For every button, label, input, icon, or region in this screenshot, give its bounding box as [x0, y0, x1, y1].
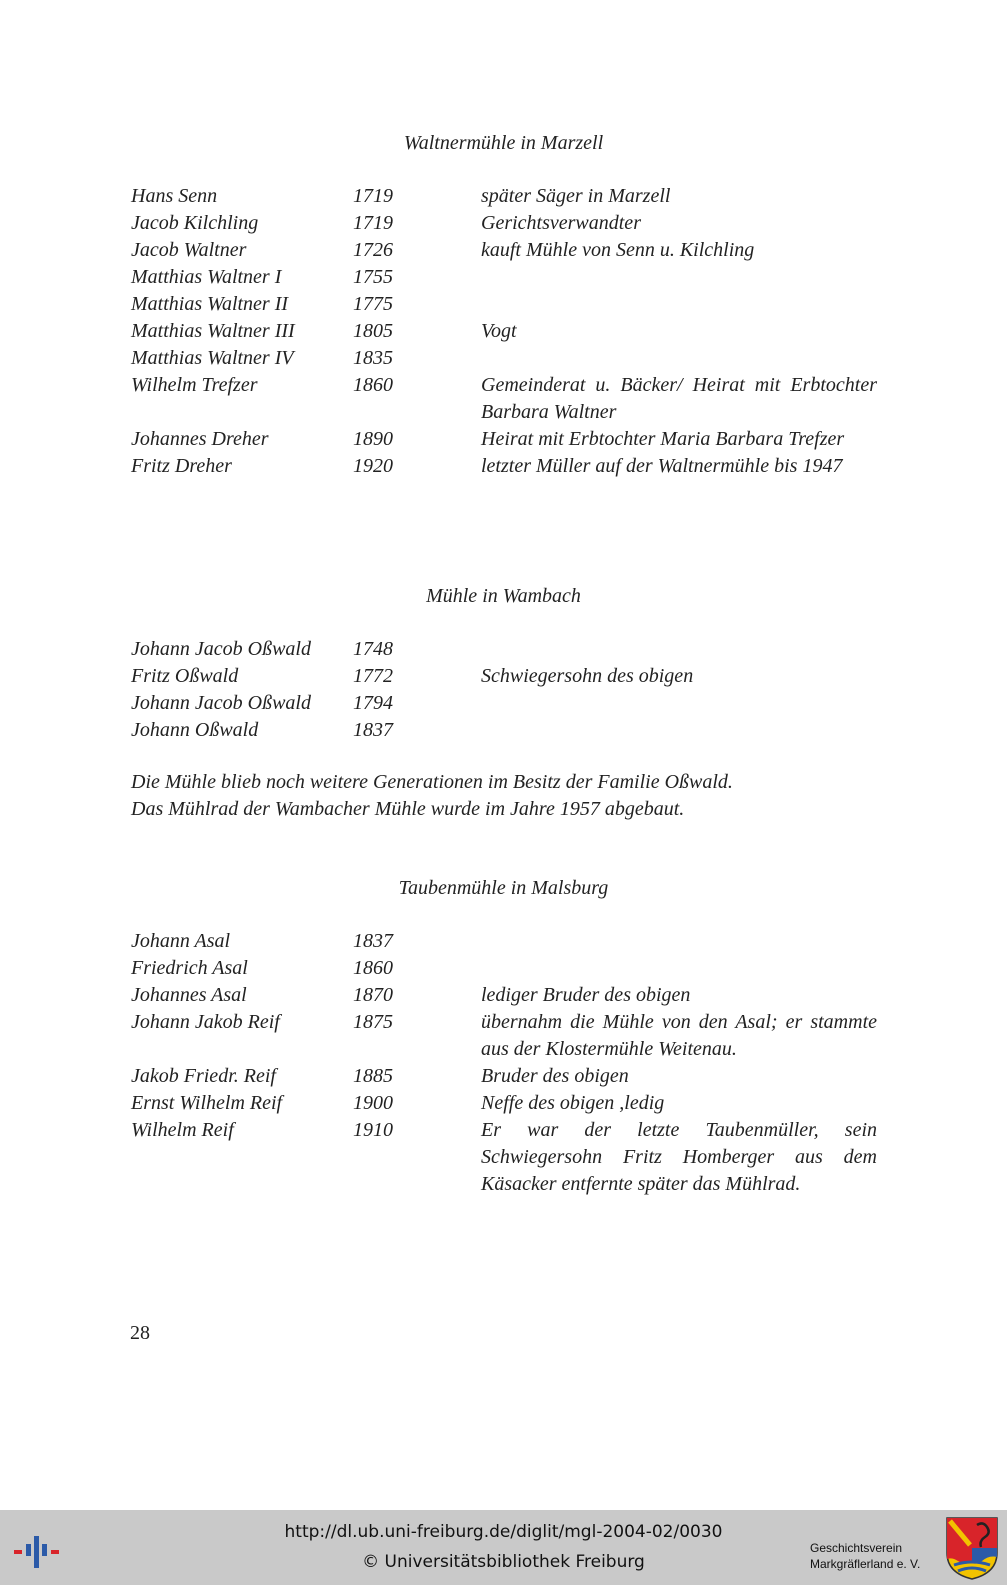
table-wambach: [131, 636, 877, 744]
miller-year: 1719: [353, 212, 393, 234]
miller-note: Neffe des obigen ,ledig: [481, 1092, 665, 1114]
miller-name: Matthias Waltner IV: [131, 347, 294, 369]
miller-note: [481, 717, 877, 744]
miller-name: Johann Oßwald: [131, 719, 259, 741]
table-row: [131, 1090, 877, 1117]
miller-year: 1910: [353, 1119, 393, 1141]
table-row: [131, 426, 877, 453]
table-row: [131, 663, 877, 690]
miller-note: [481, 264, 877, 291]
miller-name: Fritz Oßwald: [131, 665, 239, 687]
miller-year: 1860: [353, 957, 393, 979]
miller-note: [481, 690, 877, 717]
table-row: [131, 717, 877, 744]
miller-year: 1837: [353, 930, 393, 952]
miller-note: Heirat mit Erbtochter Maria Barbara Trefzer: [481, 428, 845, 450]
miller-name: Johann Jakob Reif: [131, 1011, 280, 1033]
section-title-taubenmuehle: Taubenmühle in Malsburg: [398, 877, 609, 899]
copyright-text: © Universitätsbibliothek Freiburg: [362, 1552, 645, 1572]
miller-note: Gerichtsverwandter: [481, 212, 641, 234]
miller-note: Bruder des obigen: [481, 1065, 629, 1087]
society-line: Geschichtsverein: [810, 1541, 903, 1555]
table-row: [131, 1063, 877, 1090]
miller-note: Er war der letzte Taubenmüller, sein Schwiegersohn Fritz Homberger aus dem Käsacker entfernte später das Mühlrad.: [481, 1119, 877, 1195]
table-row: [131, 453, 877, 480]
section-title-wambach: Mühle in Wambach: [426, 585, 581, 607]
miller-note: kauft Mühle von Senn u. Kilchling: [481, 239, 755, 261]
table-row: [131, 1117, 877, 1198]
society-name: [810, 1540, 920, 1572]
miller-year: 1835: [353, 347, 393, 369]
miller-year: 1890: [353, 428, 393, 450]
table-row: [131, 372, 877, 426]
miller-name: Matthias Waltner II: [131, 293, 289, 315]
table-row: [131, 982, 877, 1009]
miller-note: [481, 291, 877, 318]
section-title-waltnermuehle: Waltnermühle in Marzell: [403, 132, 604, 154]
miller-note: Vogt: [481, 320, 517, 342]
miller-name: Hans Senn: [131, 185, 218, 207]
miller-name: Jakob Friedr. Reif: [131, 1065, 276, 1087]
table-row: [131, 636, 877, 663]
miller-name: Jacob Waltner: [131, 239, 247, 261]
wambach-paragraph: [131, 769, 877, 823]
miller-name: Matthias Waltner III: [131, 320, 295, 342]
table-row: [131, 291, 877, 318]
miller-name: Matthias Waltner I: [131, 266, 282, 288]
miller-year: 1719: [353, 185, 393, 207]
miller-name: Ernst Wilhelm Reif: [131, 1092, 283, 1114]
paragraph-line: Das Mühlrad der Wambacher Mühle wurde im Jahre 1957 abgebaut.: [131, 798, 685, 820]
miller-year: 1755: [353, 266, 393, 288]
miller-year: 1726: [353, 239, 393, 261]
miller-year: 1870: [353, 984, 393, 1006]
miller-year: 1772: [353, 665, 393, 687]
table-row: [131, 264, 877, 291]
table-row: [131, 690, 877, 717]
miller-name: Wilhelm Reif: [131, 1119, 234, 1141]
miller-year: 1748: [353, 638, 393, 660]
miller-note: [481, 955, 877, 982]
table-row: [131, 928, 877, 955]
miller-year: 1900: [353, 1092, 393, 1114]
miller-name: Jacob Kilchling: [131, 212, 259, 234]
miller-note: Schwiegersohn des obigen: [481, 665, 694, 687]
miller-name: Johannes Asal: [131, 984, 247, 1006]
miller-name: Johannes Dreher: [131, 428, 269, 450]
miller-year: 1775: [353, 293, 393, 315]
table-waltnermuehle: [131, 183, 877, 480]
miller-year: 1860: [353, 374, 393, 396]
miller-year: 1920: [353, 455, 393, 477]
table-taubenmuehle: [131, 928, 877, 1198]
miller-note: [481, 636, 877, 663]
table-row: [131, 318, 877, 345]
miller-note: Gemeinderat u. Bäcker/ Heirat mit Erbtochter Barbara Waltner: [481, 374, 877, 423]
paragraph-line: Die Mühle blieb noch weitere Generationen im Besitz der Familie Oßwald.: [131, 771, 733, 793]
miller-note: [481, 928, 877, 955]
table-row: [131, 183, 877, 210]
source-url-link[interactable]: http://dl.ub.uni-freiburg.de/diglit/mgl-2004-02/0030: [284, 1522, 723, 1542]
miller-name: Fritz Dreher: [131, 455, 232, 477]
miller-note: übernahm die Mühle von den Asal; er stammte aus der Klostermühle Weitenau.: [481, 1011, 877, 1060]
miller-year: 1805: [353, 320, 393, 342]
miller-name: Johann Jacob Oßwald: [131, 638, 311, 660]
coat-of-arms-icon: [944, 1515, 1000, 1581]
miller-name: Friedrich Asal: [131, 957, 248, 979]
miller-year: 1837: [353, 719, 393, 741]
miller-note: letzter Müller auf der Waltnermühle bis 1947: [481, 455, 843, 477]
society-line: Markgräflerland e. V.: [810, 1557, 921, 1571]
miller-note: lediger Bruder des obigen: [481, 984, 691, 1006]
miller-note: [481, 345, 877, 372]
table-row: [131, 345, 877, 372]
miller-year: 1794: [353, 692, 393, 714]
miller-name: Wilhelm Trefzer: [131, 374, 258, 396]
table-row: [131, 210, 877, 237]
miller-name: Johann Asal: [131, 930, 231, 952]
table-row: [131, 955, 877, 982]
miller-name: Johann Jacob Oßwald: [131, 692, 311, 714]
miller-year: 1885: [353, 1065, 393, 1087]
footer-bar: [0, 1510, 1007, 1585]
miller-note: später Säger in Marzell: [481, 185, 671, 207]
table-row: [131, 1009, 877, 1063]
miller-year: 1875: [353, 1011, 393, 1033]
table-row: [131, 237, 877, 264]
page-number: 28: [130, 1322, 150, 1344]
